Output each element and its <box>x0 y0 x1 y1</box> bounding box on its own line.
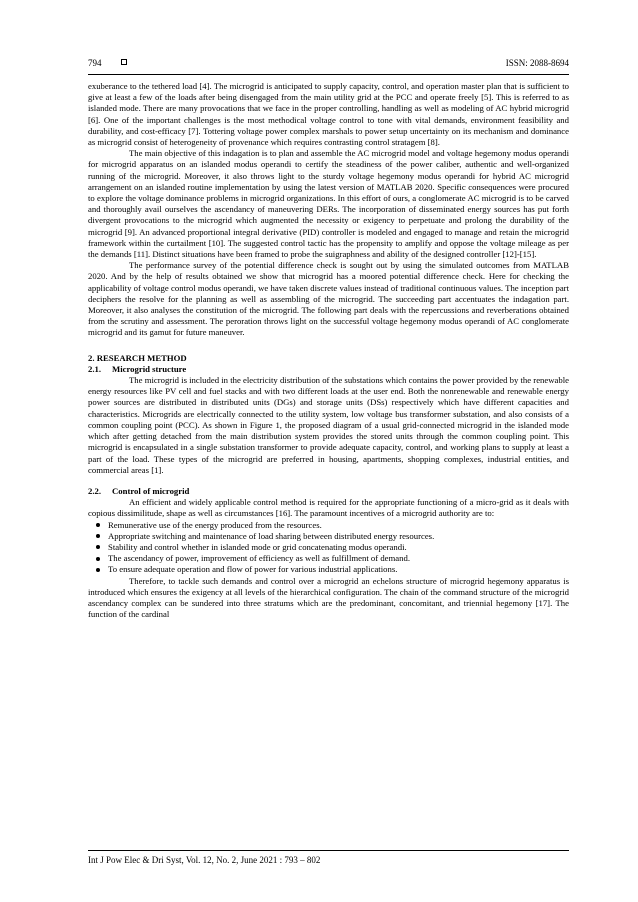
subsection-title: Microgrid structure <box>112 363 187 374</box>
paragraph-3: The performance survey of the potential difference check is sought out by using the simulated outcomes from MATLAB 2020. And by the help of results obtained we show that microgrid has a moored potential difference check. Here for checking the applicability of voltage control modus operandi, we have taken discrete values instead of traditional continuous values. The inception part deciphers the resolve for the planning as well as assembling of the microgrid. The succeeding part accentuates the indagation part. Moreover, it also analyses the constitution of the microgrid. The following part deals with the repercussions and reverberations obtained from the scrutiny and assessment. The peroration throws light on the successful voltage hegemony modus operandi of AC conglomerate microgrid and its gamut for future maneuver. <box>88 260 569 338</box>
paragraph-1: exuberance to the tethered load [4]. The microgrid is anticipated to supply capacity, control, and operation master plan that is sufficient to give at least a few of the loads after being disengaged from the main utility grid at the PCC and operate freely [5]. This is referred to as islanded mode. There are many provocations that we face in the proper controlling, handling as well as modeling of AC hybrid microgrid [6]. One of the important challenges is the most methodical voltage control to tone with vital demands, environment feasibility and durability, and cost-efficacy [7]. Tottering voltage power complex marshals to power setup uncertainty on its mechanism and dominance as microgrid consist of heterogeneity of provenance which requires contrasting control stratagem [8]. <box>88 81 569 148</box>
list-item: Remunerative use of the energy produced from the resources. <box>88 520 569 531</box>
subsection-heading-control <box>88 486 569 497</box>
list-item: Appropriate switching and maintenance of load sharing between distributed energy resources. <box>88 531 569 542</box>
list-item: Stability and control whether in islanded mode or grid concatenating modus operandi. <box>88 542 569 553</box>
incentives-list <box>88 520 569 576</box>
page-body <box>88 81 569 620</box>
paragraph-control-continued: Therefore, to tackle such demands and control over a microgrid an echelons structure of microgrid hegemony apparatus is introduced which ensures the exigency at all levels of the hierarchical configuration. The chain of the command structure of the microgrid ascendancy complex can be sundered into three stratums which are the predominant, concomitant, and triennial hegemony [17]. The function of the cardinal <box>88 575 569 620</box>
paragraph-2: The main objective of this indagation is to plan and assemble the AC microgrid model and voltage hegemony modus operandi for microgrid apparatus on an islanded modus operandi to certify the steadiness of the power caliber, authentic and well-organized running of the microgrid. Moreover, it also throws light to the sturdy voltage hegemony modus operandi for hybrid AC microgrid arrangement on an islanded routine implementation by using the latest version of MATLAB 2020. Specific consequences were procured to explore the voltage dominance problems in microgrid organizations. In this effort of ours, a conglomerate AC microgrid is to be carved and thoroughly avail ourselves the ascendancy of maneuvering DERs. The incorporation of disseminated energy sources has put forth divergent provocations to the microgrid which augmented the necessity or exigency to perpetuate and prolong the durability of the microgrid [9]. An advanced proportional integral derivative (PID) controller is modeled and engaged to manage and retain the microgrid framework within the curtailment [10]. The suggested control tactic has the propensity to amplify and oppose the voltage mileage as per the demands [11]. Distinct situations have been framed to probe the suigraphness and ability of the designed controller [12]-[15]. <box>88 148 569 260</box>
issn-label: ISSN: 2088-8694 <box>505 58 569 68</box>
page-number: 794 <box>88 58 102 68</box>
footer-citation: Int J Pow Elec & Dri Syst, Vol. 12, No. 2, June 2021 : 793 – 802 <box>88 855 321 865</box>
section-heading: 2. RESEARCH METHOD <box>88 352 187 363</box>
list-item: The ascendancy of power, improvement of efficiency as well as fulfillment of demand. <box>88 553 569 564</box>
subsection-number: 2.2. <box>88 485 102 496</box>
subsection-heading-microgrid-structure <box>88 364 569 375</box>
list-item: To ensure adequate operation and flow of power for various industrial applications. <box>88 564 569 575</box>
square-icon <box>121 59 127 65</box>
paragraph-control: An efficient and widely applicable control method is required for the appropriate functioning of a micro-grid as it deals with copious dissimilitude, shape as well as circumstances [16]. The paramount incentives of a microgrid authority are to: <box>88 497 569 519</box>
header-rule <box>88 74 569 75</box>
paragraph-microgrid-structure: The microgrid is included in the electricity distribution of the substations which contains the power provided by the renewable energy resources like PV cell and fuel stacks and with two different loads at the user end. Both the nonrenewable and renewable energy power sources are distributed in distributed units (DGs) and storage units (DSs) respectively which have different capacities and characteristics. Microgrids are electrically connected to the utility system, low voltage bus transformer substation, and also consists of a common coupling point (PCC). As shown in Figure 1, the proposed diagram of a usual grid-connected microgrid in the islanded mode which after getting detached from the main distribution system provides the stored units through the common coupling point. This microgrid is encapsulated in a single substation transformer to provide adequate capacity, control, and working plans to supply at least a part of the load. These types of the microgrid are preferred in housing, apartments, shopping complexes, industrial entities, and commercial areas [1]. <box>88 375 569 475</box>
subsection-title: Control of microgrid <box>112 485 190 496</box>
footer-rule <box>88 850 569 851</box>
subsection-number: 2.1. <box>88 363 102 374</box>
